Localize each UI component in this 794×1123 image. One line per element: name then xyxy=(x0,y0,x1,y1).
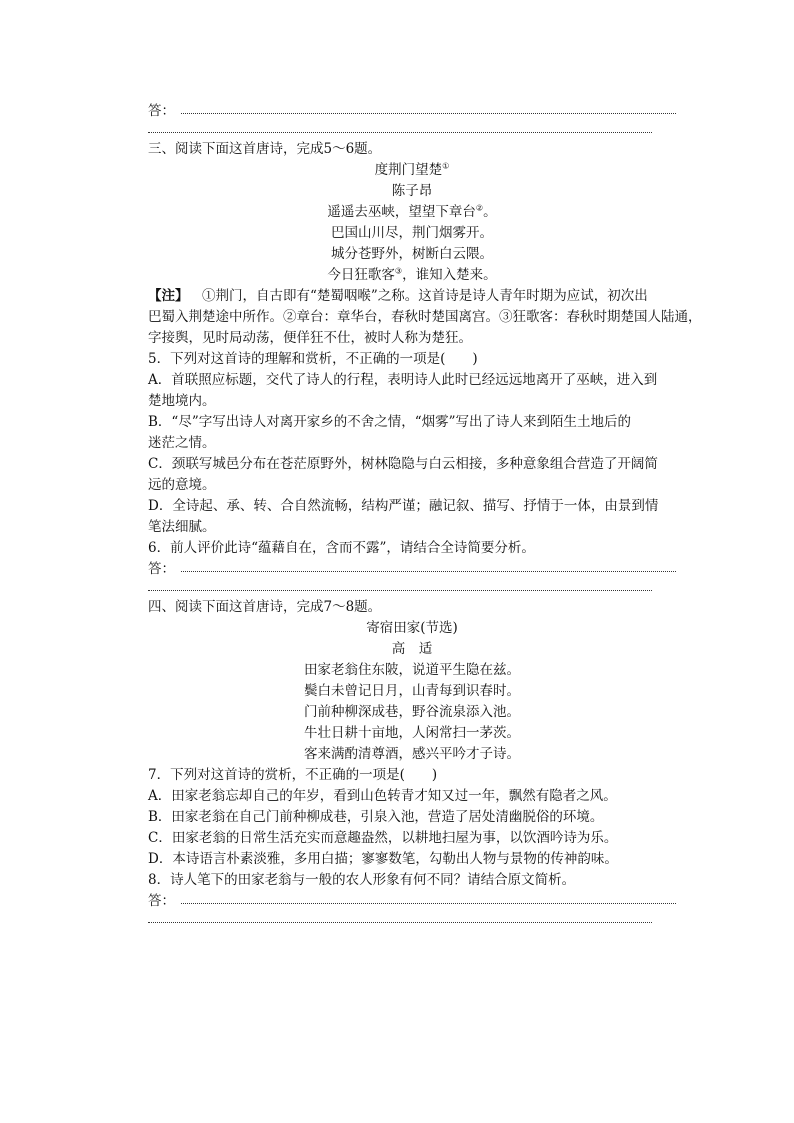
note-line: 字接舆，见时局动荡，便佯狂不仕，被时人称为楚狂。 xyxy=(148,330,472,346)
question-6: 6．前人评价此诗“蕴藉自在，含而不露”，请结合全诗简要分析。 xyxy=(148,540,535,556)
option-5a-cont: 楚地境内。 xyxy=(148,393,216,409)
poem-2-line: 鬓白未曾记日月，山青每到识春时。 xyxy=(304,683,520,699)
answer-dots xyxy=(181,113,676,114)
answer-dots xyxy=(181,903,676,904)
answer-dotline xyxy=(148,132,652,133)
option-5c: C．颈联写城邑分布在苍茫原野外，树林隐隐与白云相接，多种意象组合营造了开阔简 xyxy=(148,456,658,472)
option-5b: B．“尽”字写出诗人对离开家乡的不舍之情，“烟雾”写出了诗人来到陌生土地后的 xyxy=(148,414,632,430)
answer-dotline xyxy=(148,922,652,923)
question-8: 8．诗人笔下的田家老翁与一般的农人形象有何不同？请结合原文简析。 xyxy=(148,872,576,888)
poem-2-line: 客来满酌清尊酒，感兴平吟才子诗。 xyxy=(304,746,520,762)
poem-1-title: 度荆门望楚① xyxy=(374,161,450,178)
poem-2-line: 牛壮日耕十亩地，人闲常扫一茅茨。 xyxy=(304,725,520,741)
section-3-heading: 三、阅读下面这首唐诗，完成5～6题。 xyxy=(148,141,382,157)
option-7b: B．田家老翁在自己门前种柳成巷，引泉入池，营造了居处清幽脱俗的环境。 xyxy=(148,809,604,825)
poem-1-line: 城分苍野外，树断白云隈。 xyxy=(331,246,493,262)
poem-1-line: 遥遥去巫峡，望望下章台②。 xyxy=(327,203,497,220)
answer-label: 答： xyxy=(148,561,175,577)
option-7c: C．田家老翁的日常生活充实而意趣盎然，以耕地扫屋为事，以饮酒吟诗为乐。 xyxy=(148,830,618,846)
section-4-heading: 四、阅读下面这首唐诗，完成7～8题。 xyxy=(148,599,382,615)
poem-2-title: 寄宿田家(节选) xyxy=(366,620,458,636)
answer-line-top[interactable] xyxy=(148,101,676,122)
option-5a: A．首联照应标题，交代了诗人的行程，表明诗人此时已经远远地离开了巫峡，进入到 xyxy=(148,372,658,388)
note-line: 巴蜀入荆楚途中所作。②章台：章华台，春秋时楚国离宫。③狂歌客：春秋时期楚国人陆通， xyxy=(148,309,702,325)
poem-1-line: 巴国山川尽，荆门烟雾开。 xyxy=(331,225,493,241)
answer-dotline xyxy=(148,590,652,591)
poem-2-line: 田家老翁住东陂，说道平生隐在兹。 xyxy=(304,662,520,678)
option-7d: D．本诗语言朴素淡雅，多用白描；寥寥数笔，勾勒出人物与景物的传神韵味。 xyxy=(148,851,618,867)
poem-2-line: 门前种柳深成巷，野谷流泉添入池。 xyxy=(304,704,520,720)
answer-label: 答： xyxy=(148,103,175,119)
option-5b-cont: 迷茫之情。 xyxy=(148,435,216,451)
note-label: 【注】 xyxy=(148,288,189,304)
answer-dots xyxy=(181,571,676,572)
poem-1-line: 今日狂歌客③，谁知入楚来。 xyxy=(327,266,497,283)
option-5c-cont: 远的意境。 xyxy=(148,477,216,493)
answer-line-q8[interactable] xyxy=(148,891,676,912)
option-5d-cont: 笔法细腻。 xyxy=(148,519,216,535)
option-5d: D．全诗起、承、转、合自然流畅，结构严谨；融记叙、描写、抒情于一体，由景到情 xyxy=(148,498,659,514)
question-5: 5．下列对这首诗的理解和赏析，不正确的一项是( ) xyxy=(148,351,478,367)
note-line: 【注】 ①荆门，自古即有“楚蜀咽喉”之称。这首诗是诗人青年时期为应试，初次出 xyxy=(148,288,648,304)
option-7a: A．田家老翁忘却自己的年岁，看到山色转青才知又过一年，飘然有隐者之风。 xyxy=(148,788,617,804)
question-7: 7．下列对这首诗的赏析，不正确的一项是( ) xyxy=(148,767,438,783)
poem-1-poet: 陈子昂 xyxy=(391,183,433,199)
poem-2-poet: 高 适 xyxy=(391,641,433,657)
answer-line-q6[interactable] xyxy=(148,559,676,580)
answer-label: 答： xyxy=(148,893,175,909)
